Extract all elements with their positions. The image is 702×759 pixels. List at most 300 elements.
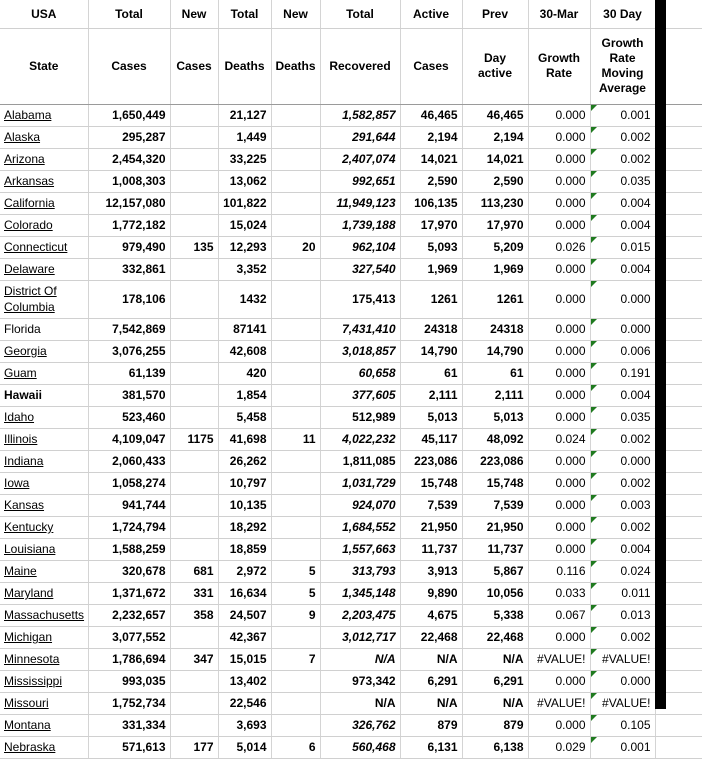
cell-total-recovered[interactable]: 1,811,085 [320, 450, 400, 472]
cell-new-deaths[interactable] [271, 126, 320, 148]
cell-growth-rate-moving-average[interactable]: 0.024 [590, 560, 655, 582]
table-row[interactable] [0, 538, 702, 560]
cell-total-deaths[interactable]: 33,225 [218, 148, 271, 170]
cell-total-recovered[interactable]: N/A [320, 648, 400, 670]
cell-active-cases[interactable]: N/A [400, 692, 462, 714]
cell-total-recovered[interactable]: 1,557,663 [320, 538, 400, 560]
cell-prev-day-active[interactable]: 48,092 [462, 428, 528, 450]
cell-total-recovered[interactable]: 327,540 [320, 258, 400, 280]
cell-prev-day-active[interactable]: 2,590 [462, 170, 528, 192]
cell-new-cases[interactable] [170, 714, 218, 736]
cell-state-name[interactable] [0, 340, 88, 362]
table-row[interactable] [0, 582, 702, 604]
cell-prev-day-active[interactable]: 5,013 [462, 406, 528, 428]
cell-growth-rate-moving-average[interactable]: 0.000 [590, 318, 655, 340]
cell-active-cases[interactable]: 21,950 [400, 516, 462, 538]
cell-total-deaths[interactable]: 13,402 [218, 670, 271, 692]
cell-prev-day-active[interactable]: 61 [462, 362, 528, 384]
cell-new-deaths[interactable] [271, 714, 320, 736]
cell-total-cases[interactable]: 2,232,657 [88, 604, 170, 626]
cell-active-cases[interactable]: 14,021 [400, 148, 462, 170]
cell-growth-rate-moving-average[interactable]: 0.006 [590, 340, 655, 362]
cell-growth-rate[interactable]: 0.116 [528, 560, 590, 582]
cell-prev-day-active[interactable]: 15,748 [462, 472, 528, 494]
cell-total-recovered[interactable]: 1,582,857 [320, 104, 400, 126]
cell-new-cases[interactable]: 1175 [170, 428, 218, 450]
cell-state-name[interactable] [0, 406, 88, 428]
cell-active-cases[interactable]: 3,913 [400, 560, 462, 582]
cell-total-cases[interactable]: 1,058,274 [88, 472, 170, 494]
cell-prev-day-active[interactable]: 46,465 [462, 104, 528, 126]
cell-active-cases[interactable]: 1261 [400, 280, 462, 318]
cell-new-cases[interactable] [170, 148, 218, 170]
cell-growth-rate[interactable]: #VALUE! [528, 692, 590, 714]
cell-total-deaths[interactable]: 18,859 [218, 538, 271, 560]
cell-total-deaths[interactable]: 15,024 [218, 214, 271, 236]
cell-growth-rate[interactable]: 0.000 [528, 104, 590, 126]
table-row[interactable] [0, 736, 702, 758]
cell-state-name[interactable] [0, 214, 88, 236]
cell-total-recovered[interactable]: 7,431,410 [320, 318, 400, 340]
cell-total-deaths[interactable]: 420 [218, 362, 271, 384]
cell-total-recovered[interactable]: 326,762 [320, 714, 400, 736]
cell-total-recovered[interactable]: 60,658 [320, 362, 400, 384]
cell-total-deaths[interactable]: 10,135 [218, 494, 271, 516]
cell-growth-rate[interactable]: 0.000 [528, 126, 590, 148]
table-row[interactable] [0, 214, 702, 236]
cell-new-cases[interactable] [170, 170, 218, 192]
cell-total-deaths[interactable]: 3,693 [218, 714, 271, 736]
cell-growth-rate[interactable]: 0.024 [528, 428, 590, 450]
cell-growth-rate[interactable]: 0.000 [528, 406, 590, 428]
cell-new-cases[interactable] [170, 494, 218, 516]
cell-prev-day-active[interactable]: 10,056 [462, 582, 528, 604]
cell-growth-rate-moving-average[interactable]: 0.004 [590, 258, 655, 280]
cell-state-name[interactable] [0, 318, 88, 340]
cell-growth-rate[interactable]: 0.000 [528, 362, 590, 384]
cell-growth-rate[interactable]: 0.000 [528, 170, 590, 192]
cell-active-cases[interactable]: 6,131 [400, 736, 462, 758]
cell-new-cases[interactable] [170, 538, 218, 560]
table-row[interactable] [0, 648, 702, 670]
cell-new-cases[interactable]: 177 [170, 736, 218, 758]
cell-total-recovered[interactable]: 924,070 [320, 494, 400, 516]
cell-new-cases[interactable] [170, 406, 218, 428]
cell-new-deaths[interactable] [271, 192, 320, 214]
cell-total-cases[interactable]: 523,460 [88, 406, 170, 428]
cell-prev-day-active[interactable]: 24318 [462, 318, 528, 340]
cell-growth-rate[interactable]: 0.000 [528, 148, 590, 170]
cell-total-deaths[interactable]: 13,062 [218, 170, 271, 192]
cell-prev-day-active[interactable]: 17,970 [462, 214, 528, 236]
cell-growth-rate-moving-average[interactable]: 0.000 [590, 280, 655, 318]
cell-active-cases[interactable]: 22,468 [400, 626, 462, 648]
cell-new-cases[interactable]: 358 [170, 604, 218, 626]
cell-state-name[interactable] [0, 560, 88, 582]
cell-active-cases[interactable]: 1,969 [400, 258, 462, 280]
cell-growth-rate[interactable]: 0.000 [528, 538, 590, 560]
cell-total-recovered[interactable]: 11,949,123 [320, 192, 400, 214]
cell-total-recovered[interactable]: 1,031,729 [320, 472, 400, 494]
cell-growth-rate-moving-average[interactable]: 0.011 [590, 582, 655, 604]
cell-total-cases[interactable]: 979,490 [88, 236, 170, 258]
cell-prev-day-active[interactable]: 2,111 [462, 384, 528, 406]
cell-total-recovered[interactable]: 2,407,074 [320, 148, 400, 170]
cell-new-cases[interactable] [170, 126, 218, 148]
cell-prev-day-active[interactable]: 113,230 [462, 192, 528, 214]
table-row[interactable] [0, 494, 702, 516]
cell-state-name[interactable] [0, 170, 88, 192]
cell-prev-day-active[interactable]: N/A [462, 648, 528, 670]
cell-growth-rate-moving-average[interactable]: 0.004 [590, 384, 655, 406]
cell-growth-rate[interactable]: 0.000 [528, 626, 590, 648]
cell-prev-day-active[interactable]: 6,138 [462, 736, 528, 758]
cell-state-name[interactable] [0, 280, 88, 318]
cell-growth-rate[interactable]: 0.000 [528, 494, 590, 516]
cell-new-cases[interactable] [170, 516, 218, 538]
cell-growth-rate[interactable]: 0.000 [528, 384, 590, 406]
cell-active-cases[interactable]: 7,539 [400, 494, 462, 516]
cell-total-cases[interactable]: 331,334 [88, 714, 170, 736]
cell-growth-rate[interactable]: #VALUE! [528, 648, 590, 670]
cell-growth-rate[interactable]: 0.026 [528, 236, 590, 258]
cell-new-deaths[interactable] [271, 148, 320, 170]
table-row[interactable] [0, 472, 702, 494]
cell-state-name[interactable] [0, 626, 88, 648]
cell-empty-trailing[interactable] [655, 714, 702, 736]
cell-active-cases[interactable]: 45,117 [400, 428, 462, 450]
table-row[interactable] [0, 126, 702, 148]
cell-new-deaths[interactable] [271, 626, 320, 648]
cell-growth-rate[interactable]: 0.033 [528, 582, 590, 604]
cell-prev-day-active[interactable]: 5,209 [462, 236, 528, 258]
cell-total-recovered[interactable]: N/A [320, 692, 400, 714]
cell-total-recovered[interactable]: 291,644 [320, 126, 400, 148]
cell-new-deaths[interactable] [271, 494, 320, 516]
cell-total-deaths[interactable]: 1432 [218, 280, 271, 318]
cell-new-deaths[interactable] [271, 384, 320, 406]
cell-growth-rate-moving-average[interactable]: 0.105 [590, 714, 655, 736]
cell-growth-rate[interactable]: 0.000 [528, 714, 590, 736]
cell-total-cases[interactable]: 1,650,449 [88, 104, 170, 126]
cell-prev-day-active[interactable]: 21,950 [462, 516, 528, 538]
cell-active-cases[interactable]: 46,465 [400, 104, 462, 126]
cell-total-cases[interactable]: 332,861 [88, 258, 170, 280]
table-row[interactable] [0, 450, 702, 472]
cell-prev-day-active[interactable]: N/A [462, 692, 528, 714]
cell-new-deaths[interactable]: 5 [271, 582, 320, 604]
cell-total-recovered[interactable]: 3,018,857 [320, 340, 400, 362]
cell-total-cases[interactable]: 1,588,259 [88, 538, 170, 560]
table-row[interactable] [0, 428, 702, 450]
cell-new-cases[interactable] [170, 472, 218, 494]
cell-new-deaths[interactable] [271, 450, 320, 472]
cell-growth-rate-moving-average[interactable]: 0.191 [590, 362, 655, 384]
cell-prev-day-active[interactable]: 6,291 [462, 670, 528, 692]
cell-active-cases[interactable]: 9,890 [400, 582, 462, 604]
cell-new-cases[interactable]: 331 [170, 582, 218, 604]
table-row[interactable] [0, 406, 702, 428]
table-row[interactable] [0, 170, 702, 192]
cell-total-recovered[interactable]: 992,651 [320, 170, 400, 192]
cell-state-name[interactable] [0, 714, 88, 736]
cell-state-name[interactable] [0, 428, 88, 450]
cell-total-deaths[interactable]: 3,352 [218, 258, 271, 280]
cell-new-deaths[interactable] [271, 340, 320, 362]
table-row[interactable] [0, 714, 702, 736]
cell-new-cases[interactable] [170, 214, 218, 236]
cell-growth-rate-moving-average[interactable]: 0.002 [590, 428, 655, 450]
cell-total-cases[interactable]: 2,454,320 [88, 148, 170, 170]
cell-active-cases[interactable]: 14,790 [400, 340, 462, 362]
cell-new-deaths[interactable] [271, 538, 320, 560]
cell-growth-rate-moving-average[interactable]: #VALUE! [590, 648, 655, 670]
table-row[interactable] [0, 670, 702, 692]
cell-prev-day-active[interactable]: 223,086 [462, 450, 528, 472]
cell-growth-rate[interactable]: 0.000 [528, 318, 590, 340]
cell-state-name[interactable] [0, 192, 88, 214]
cell-total-deaths[interactable]: 10,797 [218, 472, 271, 494]
cell-new-cases[interactable] [170, 258, 218, 280]
cell-total-cases[interactable]: 1,786,694 [88, 648, 170, 670]
cell-state-name[interactable] [0, 538, 88, 560]
cell-growth-rate[interactable]: 0.000 [528, 340, 590, 362]
cell-total-deaths[interactable]: 41,698 [218, 428, 271, 450]
cell-state-name[interactable] [0, 516, 88, 538]
cell-state-name[interactable] [0, 472, 88, 494]
cell-total-recovered[interactable]: 560,468 [320, 736, 400, 758]
cell-growth-rate-moving-average[interactable]: 0.004 [590, 538, 655, 560]
cell-prev-day-active[interactable]: 14,790 [462, 340, 528, 362]
cell-new-deaths[interactable] [271, 406, 320, 428]
cell-active-cases[interactable]: 4,675 [400, 604, 462, 626]
cell-new-deaths[interactable]: 6 [271, 736, 320, 758]
cell-new-deaths[interactable] [271, 280, 320, 318]
cell-growth-rate-moving-average[interactable]: 0.004 [590, 214, 655, 236]
table-row[interactable] [0, 340, 702, 362]
cell-state-name[interactable] [0, 236, 88, 258]
cell-total-recovered[interactable]: 1,684,552 [320, 516, 400, 538]
cell-state-name[interactable] [0, 604, 88, 626]
cell-total-recovered[interactable]: 1,739,188 [320, 214, 400, 236]
cell-empty-trailing[interactable] [655, 736, 702, 758]
cell-prev-day-active[interactable]: 22,468 [462, 626, 528, 648]
table-row[interactable] [0, 258, 702, 280]
cell-new-cases[interactable]: 681 [170, 560, 218, 582]
cell-total-deaths[interactable]: 5,014 [218, 736, 271, 758]
cell-total-cases[interactable]: 7,542,869 [88, 318, 170, 340]
cell-growth-rate-moving-average[interactable]: 0.001 [590, 736, 655, 758]
cell-total-recovered[interactable]: 175,413 [320, 280, 400, 318]
cell-total-cases[interactable]: 320,678 [88, 560, 170, 582]
cell-new-deaths[interactable]: 5 [271, 560, 320, 582]
cell-prev-day-active[interactable]: 2,194 [462, 126, 528, 148]
cell-total-cases[interactable]: 61,139 [88, 362, 170, 384]
cell-state-name[interactable] [0, 494, 88, 516]
cell-total-deaths[interactable]: 42,367 [218, 626, 271, 648]
cell-total-recovered[interactable]: 3,012,717 [320, 626, 400, 648]
table-row[interactable] [0, 104, 702, 126]
cell-state-name[interactable] [0, 670, 88, 692]
cell-new-cases[interactable]: 347 [170, 648, 218, 670]
cell-total-cases[interactable]: 1,371,672 [88, 582, 170, 604]
cell-total-recovered[interactable]: 512,989 [320, 406, 400, 428]
cell-prev-day-active[interactable]: 14,021 [462, 148, 528, 170]
cell-total-deaths[interactable]: 15,015 [218, 648, 271, 670]
table-row[interactable] [0, 192, 702, 214]
cell-total-deaths[interactable]: 16,634 [218, 582, 271, 604]
cell-total-cases[interactable]: 941,744 [88, 494, 170, 516]
cell-new-deaths[interactable]: 7 [271, 648, 320, 670]
cell-total-deaths[interactable]: 87141 [218, 318, 271, 340]
table-row[interactable] [0, 560, 702, 582]
table-row[interactable] [0, 362, 702, 384]
cell-growth-rate-moving-average[interactable]: #VALUE! [590, 692, 655, 714]
cell-state-name[interactable] [0, 362, 88, 384]
cell-growth-rate-moving-average[interactable]: 0.002 [590, 472, 655, 494]
table-row[interactable] [0, 280, 702, 318]
cell-total-deaths[interactable]: 24,507 [218, 604, 271, 626]
cell-total-cases[interactable]: 12,157,080 [88, 192, 170, 214]
cell-new-deaths[interactable] [271, 170, 320, 192]
cell-total-deaths[interactable]: 18,292 [218, 516, 271, 538]
cell-new-deaths[interactable] [271, 214, 320, 236]
cell-total-recovered[interactable]: 962,104 [320, 236, 400, 258]
cell-active-cases[interactable]: 6,291 [400, 670, 462, 692]
cell-state-name[interactable] [0, 736, 88, 758]
cell-new-deaths[interactable] [271, 104, 320, 126]
cell-growth-rate[interactable]: 0.067 [528, 604, 590, 626]
cell-prev-day-active[interactable]: 879 [462, 714, 528, 736]
cell-new-cases[interactable]: 135 [170, 236, 218, 258]
cell-active-cases[interactable]: 24318 [400, 318, 462, 340]
cell-total-cases[interactable]: 295,287 [88, 126, 170, 148]
cell-growth-rate-moving-average[interactable]: 0.035 [590, 406, 655, 428]
cell-growth-rate[interactable]: 0.000 [528, 280, 590, 318]
cell-active-cases[interactable]: 5,093 [400, 236, 462, 258]
cell-new-deaths[interactable] [271, 362, 320, 384]
cell-growth-rate-moving-average[interactable]: 0.015 [590, 236, 655, 258]
cell-active-cases[interactable]: 2,590 [400, 170, 462, 192]
cell-growth-rate-moving-average[interactable]: 0.002 [590, 626, 655, 648]
cell-new-deaths[interactable]: 9 [271, 604, 320, 626]
cell-active-cases[interactable]: 15,748 [400, 472, 462, 494]
cell-new-deaths[interactable] [271, 258, 320, 280]
cell-prev-day-active[interactable]: 7,539 [462, 494, 528, 516]
cell-state-name[interactable] [0, 126, 88, 148]
cell-total-cases[interactable]: 571,613 [88, 736, 170, 758]
cell-new-cases[interactable] [170, 318, 218, 340]
cell-growth-rate[interactable]: 0.000 [528, 670, 590, 692]
cell-active-cases[interactable]: 5,013 [400, 406, 462, 428]
cell-growth-rate-moving-average[interactable]: 0.013 [590, 604, 655, 626]
cell-total-recovered[interactable]: 1,345,148 [320, 582, 400, 604]
cell-total-recovered[interactable]: 377,605 [320, 384, 400, 406]
table-row[interactable] [0, 236, 702, 258]
cell-total-deaths[interactable]: 5,458 [218, 406, 271, 428]
cell-new-cases[interactable] [170, 280, 218, 318]
cell-total-recovered[interactable]: 313,793 [320, 560, 400, 582]
cell-growth-rate-moving-average[interactable]: 0.003 [590, 494, 655, 516]
cell-total-cases[interactable]: 1,008,303 [88, 170, 170, 192]
cell-active-cases[interactable]: 2,111 [400, 384, 462, 406]
cell-growth-rate[interactable]: 0.029 [528, 736, 590, 758]
table-row[interactable] [0, 318, 702, 340]
cell-growth-rate-moving-average[interactable]: 0.002 [590, 516, 655, 538]
cell-growth-rate-moving-average[interactable]: 0.002 [590, 126, 655, 148]
cell-growth-rate-moving-average[interactable]: 0.000 [590, 450, 655, 472]
cell-new-deaths[interactable]: 11 [271, 428, 320, 450]
cell-growth-rate[interactable]: 0.000 [528, 258, 590, 280]
cell-total-cases[interactable]: 3,076,255 [88, 340, 170, 362]
cell-new-deaths[interactable] [271, 472, 320, 494]
cell-active-cases[interactable]: 879 [400, 714, 462, 736]
cell-total-deaths[interactable]: 26,262 [218, 450, 271, 472]
cell-active-cases[interactable]: 223,086 [400, 450, 462, 472]
cell-new-cases[interactable] [170, 670, 218, 692]
cell-growth-rate-moving-average[interactable]: 0.001 [590, 104, 655, 126]
cell-growth-rate[interactable]: 0.000 [528, 472, 590, 494]
table-row[interactable] [0, 384, 702, 406]
cell-new-deaths[interactable] [271, 318, 320, 340]
cell-total-cases[interactable]: 4,109,047 [88, 428, 170, 450]
cell-new-cases[interactable] [170, 192, 218, 214]
cell-total-deaths[interactable]: 1,449 [218, 126, 271, 148]
cell-prev-day-active[interactable]: 5,867 [462, 560, 528, 582]
cell-new-deaths[interactable] [271, 516, 320, 538]
cell-prev-day-active[interactable]: 11,737 [462, 538, 528, 560]
cell-growth-rate[interactable]: 0.000 [528, 450, 590, 472]
cell-growth-rate-moving-average[interactable]: 0.035 [590, 170, 655, 192]
table-row[interactable] [0, 626, 702, 648]
cell-new-deaths[interactable]: 20 [271, 236, 320, 258]
cell-total-recovered[interactable]: 4,022,232 [320, 428, 400, 450]
cell-new-cases[interactable] [170, 626, 218, 648]
cell-total-cases[interactable]: 178,106 [88, 280, 170, 318]
cell-growth-rate[interactable]: 0.000 [528, 214, 590, 236]
cell-growth-rate[interactable]: 0.000 [528, 516, 590, 538]
cell-total-cases[interactable]: 381,570 [88, 384, 170, 406]
cell-active-cases[interactable]: 106,135 [400, 192, 462, 214]
cell-total-deaths[interactable]: 22,546 [218, 692, 271, 714]
cell-active-cases[interactable]: 2,194 [400, 126, 462, 148]
cell-new-cases[interactable] [170, 384, 218, 406]
cell-state-name[interactable] [0, 450, 88, 472]
cell-total-deaths[interactable]: 101,822 [218, 192, 271, 214]
cell-prev-day-active[interactable]: 1261 [462, 280, 528, 318]
cell-new-deaths[interactable] [271, 692, 320, 714]
cell-total-cases[interactable]: 1,724,794 [88, 516, 170, 538]
cell-prev-day-active[interactable]: 1,969 [462, 258, 528, 280]
cell-new-cases[interactable] [170, 692, 218, 714]
cell-active-cases[interactable]: 61 [400, 362, 462, 384]
cell-growth-rate-moving-average[interactable]: 0.002 [590, 148, 655, 170]
cell-total-recovered[interactable]: 2,203,475 [320, 604, 400, 626]
cell-total-cases[interactable]: 993,035 [88, 670, 170, 692]
cell-total-deaths[interactable]: 1,854 [218, 384, 271, 406]
cell-state-name[interactable] [0, 384, 88, 406]
cell-growth-rate-moving-average[interactable]: 0.004 [590, 192, 655, 214]
table-row[interactable] [0, 692, 702, 714]
cell-state-name[interactable] [0, 258, 88, 280]
cell-total-deaths[interactable]: 42,608 [218, 340, 271, 362]
cell-total-cases[interactable]: 1,752,734 [88, 692, 170, 714]
cell-total-deaths[interactable]: 12,293 [218, 236, 271, 258]
cell-state-name[interactable] [0, 648, 88, 670]
cell-total-deaths[interactable]: 21,127 [218, 104, 271, 126]
cell-state-name[interactable] [0, 104, 88, 126]
cell-new-cases[interactable] [170, 340, 218, 362]
